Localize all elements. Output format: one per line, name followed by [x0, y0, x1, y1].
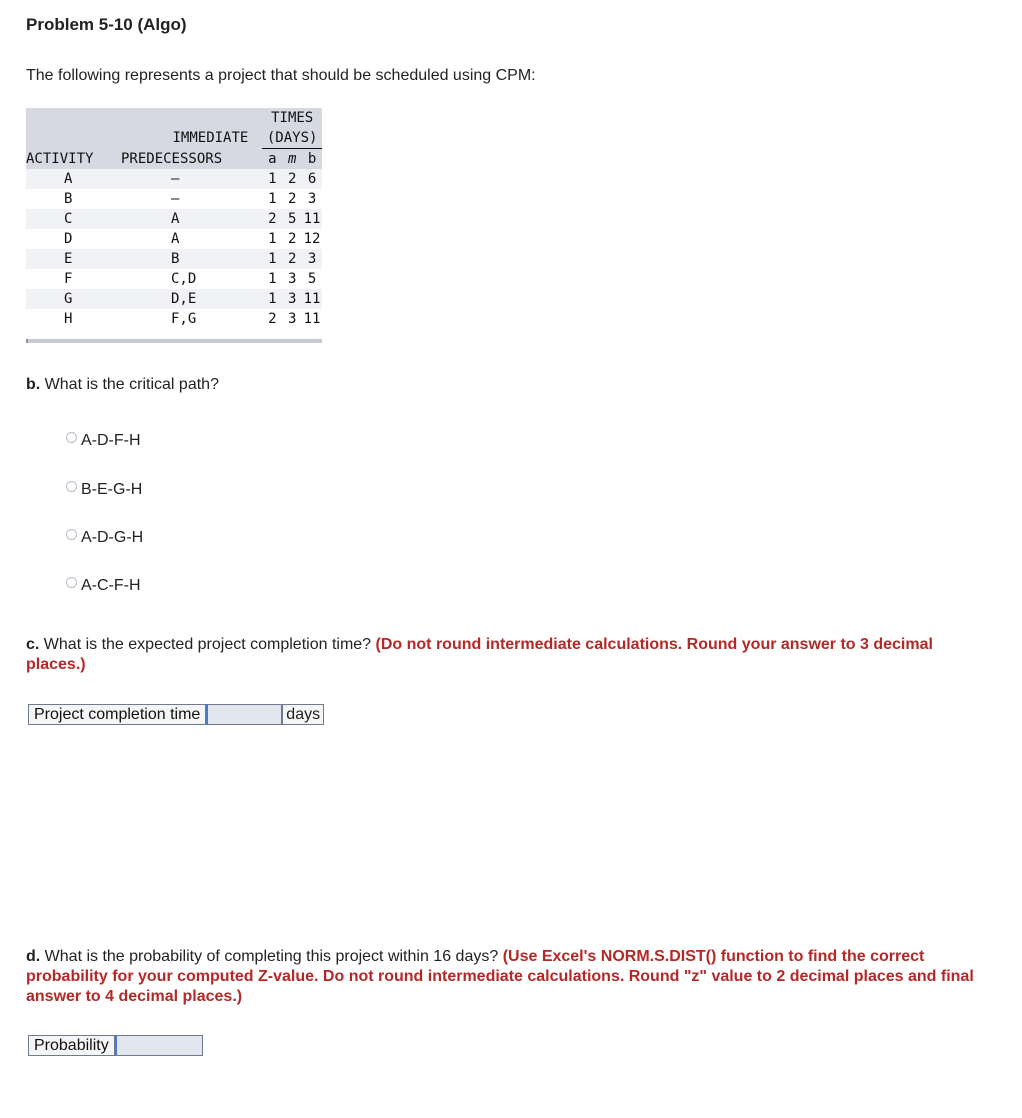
question-c-text: What is the expected project completion time?: [43, 636, 372, 653]
question-d: [26, 947, 986, 1007]
question-d-text: What is the probability of completing this project within 16 days?: [44, 948, 499, 965]
option-label: A-D-F-H: [81, 432, 141, 449]
table-row: [26, 269, 322, 289]
completion-time-unit: days: [282, 704, 324, 725]
header-b: b: [302, 149, 322, 170]
question-c-label: c.: [26, 636, 40, 653]
question-b-label: b.: [26, 376, 41, 393]
cpm-table-container: [26, 108, 322, 343]
table-row: [26, 209, 322, 229]
table-row: [26, 289, 322, 309]
question-c: [26, 635, 986, 675]
predecessor-cell: A: [170, 231, 180, 247]
predecessor-cell: D,E: [121, 289, 262, 309]
activity-cell: G: [26, 289, 121, 309]
table-row: [26, 169, 322, 189]
question-d-label: d.: [26, 948, 41, 965]
question-c-instruction: (Do not round intermediate calculations. Round your answer to 3 decimal places.): [26, 636, 933, 673]
probability-input[interactable]: [115, 1035, 203, 1056]
option-b-e-g-h[interactable]: [66, 481, 142, 499]
header-a: a: [262, 149, 282, 170]
time-m-cell: 3: [282, 289, 302, 309]
time-b-cell: 12: [303, 231, 321, 247]
time-m-cell: 2: [287, 191, 297, 207]
predecessor-cell: A: [121, 209, 262, 229]
activity-cell: F: [64, 271, 73, 287]
completion-time-input[interactable]: [206, 704, 282, 725]
time-m-cell: 2: [282, 249, 302, 269]
table-row: [26, 309, 322, 329]
activity-cell: D: [64, 231, 73, 247]
table-row: [26, 249, 322, 269]
table-footer-bar: [26, 339, 322, 343]
time-m-cell: 3: [287, 271, 297, 287]
header-times: TIMES: [262, 108, 322, 128]
radio-icon[interactable]: [66, 432, 77, 443]
header-immediate: IMMEDIATE: [26, 128, 262, 149]
time-m-cell: 2: [287, 231, 297, 247]
radio-icon[interactable]: [66, 529, 77, 540]
time-m-cell: 5: [282, 209, 302, 229]
time-a-cell: 1: [262, 289, 282, 309]
header-m: m: [282, 149, 302, 170]
time-m-cell: 2: [282, 169, 302, 189]
activity-cell: A: [26, 169, 121, 189]
time-a-cell: 1: [262, 169, 282, 189]
time-a-cell: 1: [268, 271, 277, 287]
time-m-cell: 3: [287, 311, 297, 327]
activity-cell: E: [26, 249, 121, 269]
option-a-d-f-h[interactable]: [66, 432, 141, 450]
header-predecessors: PREDECESSORS: [121, 149, 262, 170]
time-a-cell: 2: [268, 311, 277, 327]
cpm-table-body: [26, 169, 322, 329]
predecessor-cell: B: [121, 249, 262, 269]
problem-title: Problem 5-10 (Algo): [26, 15, 187, 34]
activity-cell: B: [64, 191, 73, 207]
radio-icon[interactable]: [66, 481, 77, 492]
option-label: A-D-G-H: [81, 529, 144, 546]
question-b-text: What is the critical path?: [44, 376, 219, 393]
completion-time-label: Project completion time: [28, 704, 206, 725]
table-row: [26, 189, 322, 209]
table-row: [26, 229, 322, 249]
activity-cell: H: [64, 311, 73, 327]
predecessor-cell: C,D: [170, 271, 197, 287]
time-b-cell: 3: [302, 249, 322, 269]
predecessor-cell: F,G: [170, 311, 197, 327]
option-a-d-g-h[interactable]: [66, 529, 143, 547]
time-b-cell: 5: [307, 271, 317, 287]
intro-text: The following represents a project that should be scheduled using CPM:: [26, 67, 536, 84]
header-days: (DAYS): [262, 128, 322, 149]
question-b: [26, 375, 986, 395]
time-a-cell: 2: [262, 209, 282, 229]
predecessor-cell: —: [170, 191, 180, 207]
time-b-cell: 6: [302, 169, 322, 189]
probability-label: Probability: [28, 1035, 115, 1056]
time-b-cell: 11: [303, 211, 321, 227]
header-activity: ACTIVITY: [26, 149, 121, 170]
cpm-table: [26, 108, 322, 329]
predecessor-cell: —: [121, 169, 262, 189]
time-a-cell: 1: [262, 249, 282, 269]
completion-time-answer: [28, 704, 324, 725]
time-b-cell: 11: [303, 311, 321, 327]
time-b-cell: 3: [307, 191, 317, 207]
time-b-cell: 11: [303, 291, 321, 307]
question-d-instruction: (Use Excel's NORM.S.DIST() function to find the correct probability for your computed Z-value. Do not round intermediate calculations. Round "z" value to 2 decimal places and final answer to 4 decimal places.): [26, 948, 974, 1005]
time-a-cell: 1: [268, 231, 277, 247]
activity-cell: C: [26, 209, 121, 229]
option-label: A-C-F-H: [81, 577, 141, 594]
option-a-c-f-h[interactable]: [66, 577, 141, 595]
time-a-cell: 1: [268, 191, 277, 207]
probability-answer: [28, 1035, 203, 1056]
option-label: B-E-G-H: [81, 481, 143, 498]
radio-icon[interactable]: [66, 577, 77, 588]
